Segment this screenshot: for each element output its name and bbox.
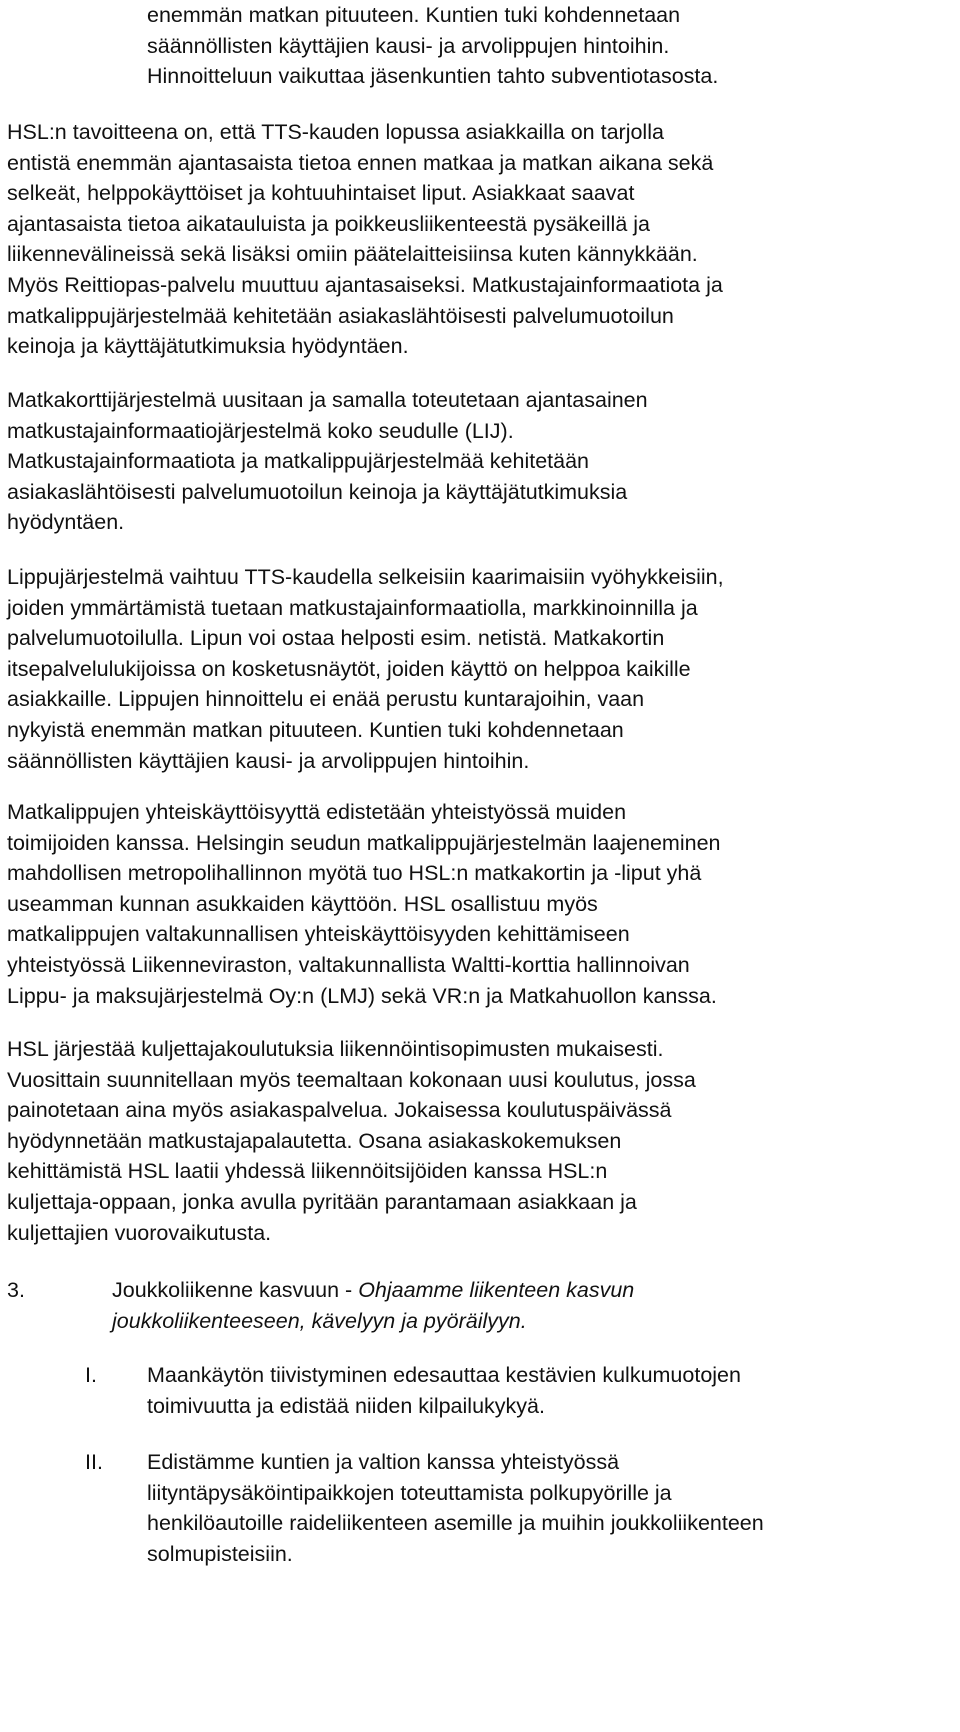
paragraph-continuation [147,0,947,92]
list-number: 3. [7,1278,25,1302]
text-line: matkalippujen valtakunnallisen yhteiskäyttöisyyden kehittämiseen [7,922,630,947]
text-line: kuljettaja-oppaan, jonka avulla pyritään parantamaan asiakkaan ja [7,1189,637,1214]
text-line: palvelumuotoilulla. Lipun voi ostaa helposti esim. netistä. Matkakortin [7,626,665,651]
text-line: kuljettajien vuorovaikutusta. [7,1220,272,1245]
text-line: toimijoiden kanssa. Helsingin seudun matkalippujärjestelmän laajeneminen [7,830,721,855]
text-line: useamman kunnan asukkaiden käyttöön. HSL osallistuu myös [7,891,598,916]
text-line: Lippu- ja maksujärjestelmä Oy:n (LMJ) sekä VR:n ja Matkahuollon kanssa. [7,983,717,1008]
text-line [112,1275,952,1306]
text-line [112,1306,952,1337]
text-line: asiakaslähtöisesti palvelumuotoilun keinoja ja käyttäjätutkimuksia [7,479,628,504]
text-line: liikennevälineissä sekä lisäksi omiin päätelaitteisiinsa kuten kännykkään. [7,242,698,267]
text-line: Matkalippujen yhteiskäyttöisyyttä edistetään yhteistyössä muiden [7,800,627,824]
text-line: HSL järjestää kuljettajakoulutuksia liikennöintisopimusten mukaisesti. [7,1037,664,1061]
text-line: kehittämistä HSL laatii yhdessä liikennöitsijöiden kanssa HSL:n [7,1159,608,1184]
text-line: matkalippujärjestelmää kehitetään asiakaslähtöisesti palvelumuotoilun [7,303,674,328]
paragraph-travel-card [7,385,947,538]
text-line: asiakkaille. Lippujen hinnoittelu ei enää perustu kuntarajoihin, vaan [7,687,645,712]
text-line: painotetaan aina myös asiakaspalvelua. Jokaisessa koulutuspäivässä [7,1098,672,1123]
text-line: toimivuutta ja edistää niiden kilpailukykyä. [147,1393,545,1418]
text-line: hyödynnetään matkustajapalautetta. Osana asiakaskokemuksen [7,1128,622,1153]
text-line: Matkakorttijärjestelmä uusitaan ja samalla toteutetaan ajantasainen [7,388,648,412]
text-line: keinoja ja käyttäjätutkimuksia hyödyntäen. [7,334,409,359]
list-item-heading [112,1275,952,1336]
text-line: Vuosittain suunnitellaan myös teemaltaan kokonaan uusi koulutus, jossa [7,1067,696,1092]
text-line: selkeät, helppokäyttöiset ja kohtuuhintaiset liput. Asiakkaat saavat [7,181,635,206]
paragraph-ticket-system [7,562,947,776]
text-line: Maankäytön tiivistyminen edesauttaa kestävien kulkumuotojen [147,1363,741,1387]
text-line: säännöllisten käyttäjien kausi- ja arvolippujen hintoihin. [7,748,530,773]
text-line: matkustajainformaatiojärjestelmä koko seudulle (LIJ). [7,418,514,443]
heading-plain-text: Joukkoliikenne kasvuun - [112,1278,359,1302]
text-line: liityntäpysäköintipaikkojen toteuttamista polkupyörille ja [147,1480,672,1505]
text-line: Edistämme kuntien ja valtion kanssa yhteistyössä [147,1450,620,1474]
text-line: Lippujärjestelmä vaihtuu TTS-kaudella selkeisiin kaarimaisiin vyöhykkeisiin, [7,565,724,589]
text-line: enemmän matkan pituuteen. Kuntien tuki kohdennetaan [147,3,681,27]
text-line: joiden ymmärtämistä tuetaan matkustajainformaatiolla, markkinoinnilla ja [7,595,698,620]
sub-item-1 [147,1360,947,1421]
text-line: yhteistyössä Liikenneviraston, valtakunnallista Waltti-korttia hallinnoivan [7,952,690,977]
text-line: hyödyntäen. [7,510,125,535]
heading-italic-text: Ohjaamme liikenteen kasvun [358,1278,635,1302]
text-line: säännöllisten käyttäjien kausi- ja arvolippujen hintoihin. [147,33,670,58]
paragraph-hsl-goal [7,117,947,362]
roman-numeral: I. [85,1363,97,1387]
text-line: henkilöautoille raideliikenteen asemille ja muihin joukkoliikenteen [147,1511,764,1536]
heading-italic-text: joukkoliikenteeseen, kävelyyn ja pyöräilyyn. [112,1308,527,1333]
text-line: solmupisteisiin. [147,1541,293,1566]
text-line: mahdollisen metropolihallinnon myötä tuo HSL:n matkakortin ja -liput yhä [7,861,702,886]
text-line: nykyistä enemmän matkan pituuteen. Kuntien tuki kohdennetaan [7,717,624,742]
text-line: Myös Reittiopas-palvelu muuttuu ajantasaiseksi. Matkustajainformaatiota ja [7,272,723,297]
paragraph-interoperability [7,797,947,1011]
text-line: entistä enemmän ajantasaista tietoa ennen matkaa ja matkan aikana sekä [7,150,714,175]
text-line: Matkustajainformaatiota ja matkalippujärjestelmää kehitetään [7,449,590,474]
text-line: ajantasaista tietoa aikatauluista ja poikkeusliikenteestä pysäkeillä ja [7,211,650,236]
text-line: HSL:n tavoitteena on, että TTS-kauden lopussa asiakkailla on tarjolla [7,120,664,144]
sub-item-2 [147,1447,947,1569]
text-line: Hinnoitteluun vaikuttaa jäsenkuntien tahto subventiotasosta. [147,64,719,89]
paragraph-driver-training [7,1034,947,1248]
text-line: itsepalvelulukijoissa on kosketusnäytöt, joiden käyttö on helppoa kaikille [7,656,691,681]
roman-numeral: II. [85,1450,103,1474]
